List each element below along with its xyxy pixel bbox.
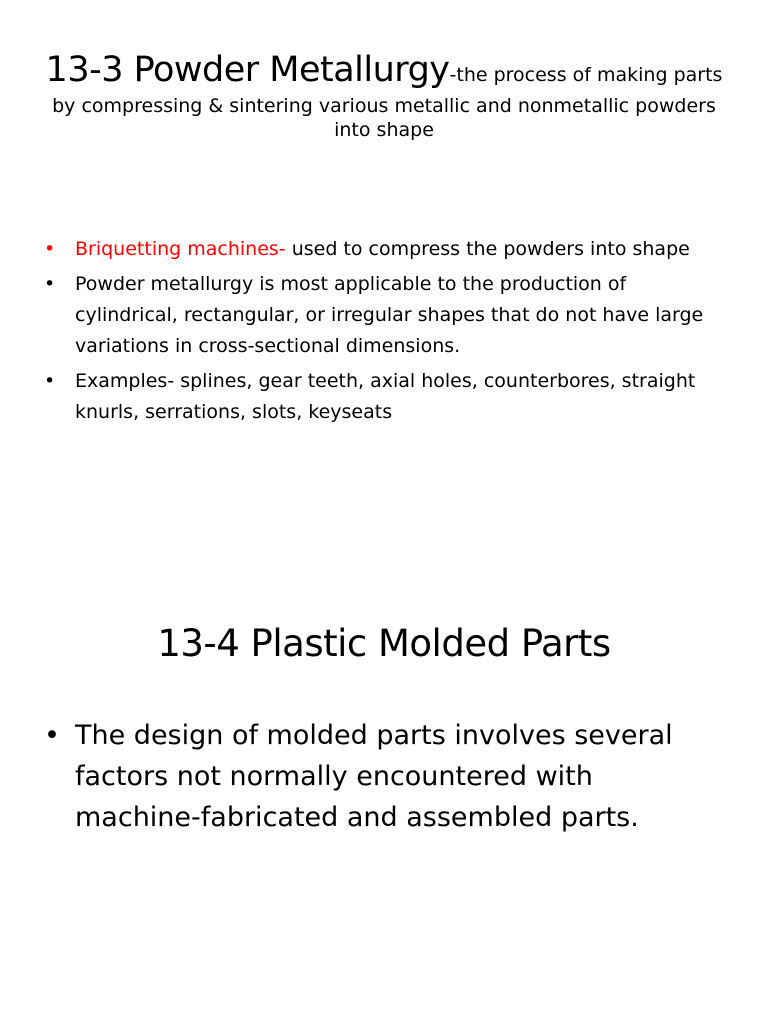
list-item xyxy=(44,715,704,838)
slide-title xyxy=(40,48,728,143)
bullet-icon: • xyxy=(44,273,56,295)
highlight-term: Briquetting machines- xyxy=(75,238,286,260)
title-heading: 13-3 Powder Metallurgy xyxy=(45,50,450,90)
bullet-text: The design of molded parts involves several factors not normally encountered with machine-fabricated and assembled parts. xyxy=(75,720,673,833)
title-subtext: -the process of making parts by compressing & sintering various metallic and nonmetallic powders into shape xyxy=(52,64,723,142)
bullet-icon: • xyxy=(44,370,56,392)
slide-title: 13-4 Plastic Molded Parts xyxy=(157,622,611,665)
slide-plastic-molded-parts xyxy=(0,512,768,1024)
bullet-text: used to compress the powders into shape xyxy=(285,238,690,260)
bullet-text: Examples- splines, gear teeth, axial holes, counterbores, straight knurls, serrations, slots, keyseats xyxy=(75,370,696,423)
list-item xyxy=(44,366,724,428)
bullet-icon: • xyxy=(44,720,60,751)
bullet-list xyxy=(44,715,704,838)
list-item xyxy=(44,234,724,265)
list-item xyxy=(44,269,724,362)
bullet-text: Powder metallurgy is most applicable to the production of cylindrical, rectangular, or irregular shapes that do not have large variations in cross-sectional dimensions. xyxy=(75,273,704,357)
bullet-list xyxy=(44,234,724,432)
bullet-icon: • xyxy=(44,238,56,260)
